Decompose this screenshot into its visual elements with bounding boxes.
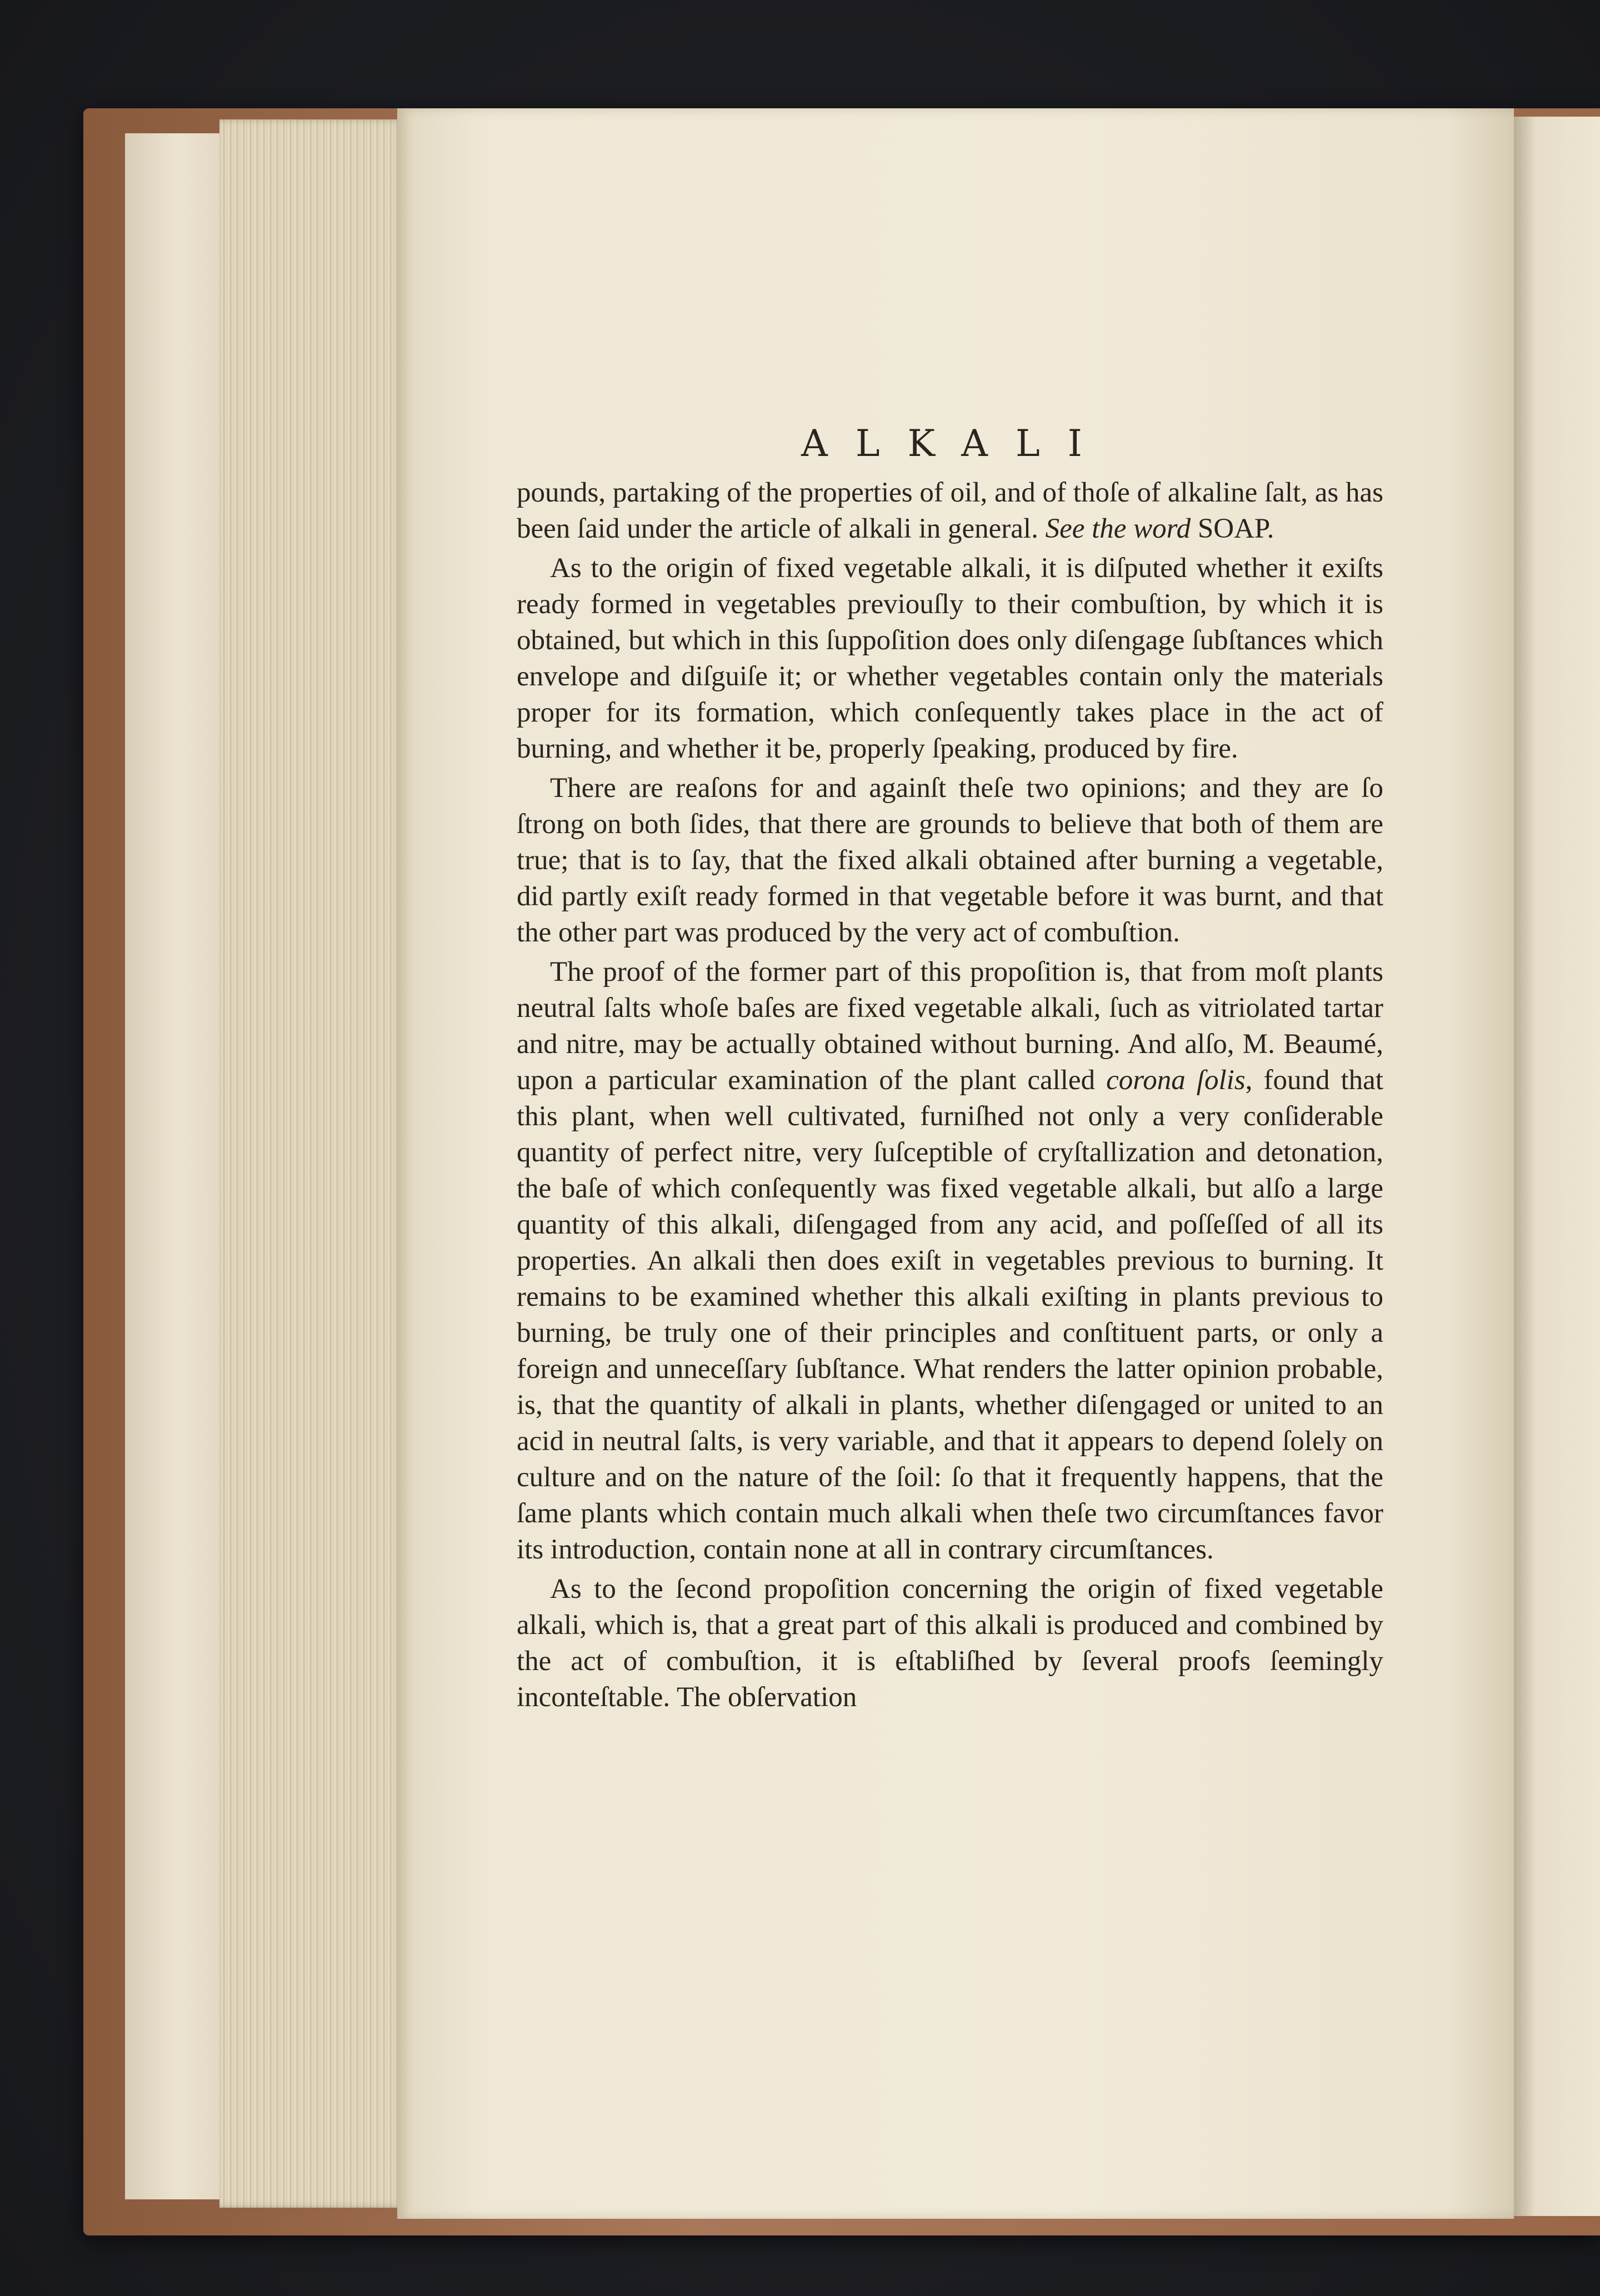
paragraph-3: There are reaſons for and againſt theſe two opinions; and they are ſo ſtrong on both ſides, that there are grounds to believe that both of them are true; that is to ſay, that the fixed alkali obtained after burning a vegetable, did partly exiſt ready formed in that vegetable before it was burnt, and that the other part was produced by the very act of combuſtion. [517,773,1383,948]
paragraph-4 [517,954,1383,1568]
paragraph-1-text: pounds, partaking of the properties of oil, and of thoſe of alkaline ſalt, as has been ſaid under the article of alkali in general. [517,477,1383,544]
page-edges [219,119,403,2208]
paragraph-4-text: The proof of the former part of this propoſition is, that from moſt plants neutral ſalts whoſe baſes are fixed vegetable alkali, ſuch as vitriolated tartar and nitre, may be actually obtained without burning. And alſo, M. Beaumé, upon a particular examination of the plant called [517,956,1383,1096]
paragraph-1 [517,475,1383,547]
paragraph-1-italic: See the word [1045,513,1191,544]
paragraph-4-italic: corona ſolis [1106,1065,1246,1096]
facing-page-edge [1514,117,1600,2216]
printed-page [397,108,1514,2219]
body-text [517,475,1383,1719]
paragraph-1-text-end: SOAP. [1191,513,1274,544]
paragraph-4-text-end: , found that this plant, when well cultivated, furniſhed not only a very conſiderable quantity of perfect nitre, very ſuſceptible of cryſtallization and detonation, the baſe of which conſequently was fixed vegetable alkali, but alſo a large quantity of this alkali, diſengaged from any acid, and poſſeſſed of all its properties. An alkali then does exiſt in vegetables previous to burning. It remains to be examined whether this alkali exiſting in plants previous to burning, be truly one of their principles and conſtituent parts, or only a foreign and unneceſſary ſubſtance. What renders the latter opinion probable, is, that the quantity of alkali in plants, whether diſengaged or united to an acid in neutral ſalts, is very variable, and that it appears to depend ſolely on culture and on the nature of the ſoil: ſo that it frequently happens, that the ſame plants which contain much alkali when theſe two circumſtances favor its introduction, contain none at all in contrary circumſtances. [517,1065,1383,1565]
pastedown-paper [125,133,231,2199]
paragraph-2: As to the origin of fixed vegetable alkali, it is diſputed whether it exiſts ready formed in vegetables previouſly to their combuſtion, by which it is obtained, but which in this ſuppoſition does only diſengage ſubſtances which envelope and diſguiſe it; or whether vegetables contain only the materials proper for its formation, which conſequently takes place in the act of burning, and whether it be, properly ſpeaking, produced by fire. [517,553,1383,764]
paragraph-5: As to the ſecond propoſition concerning the origin of fixed vegetable alkali, which is, that a great part of this alkali is produced and combined by the act of combuſtion, it is eſtabliſhed by ſeveral proofs ſeemingly inconteſtable. The obſervation [517,1573,1383,1713]
running-head: ALKALI [801,422,1110,465]
